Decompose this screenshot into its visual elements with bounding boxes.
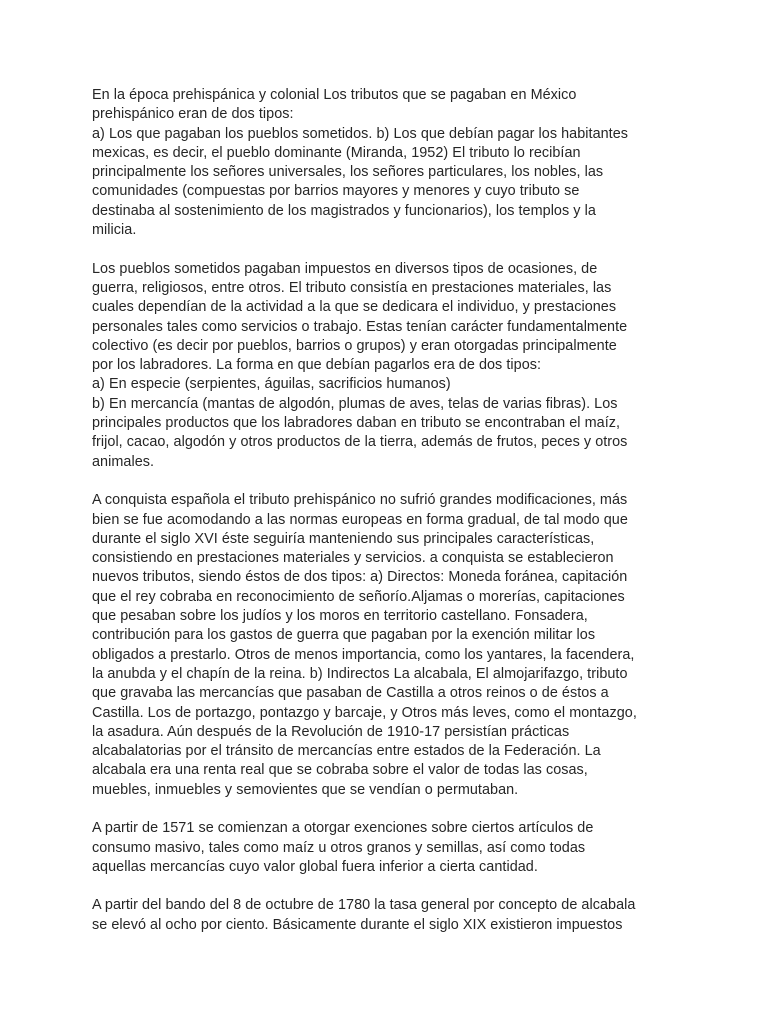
text-line: la asadura. Aún después de la Revolución de 1910-17 persistían prácticas bbox=[92, 723, 570, 740]
text-line: b) En mercancía (mantas de algodón, plumas de aves, telas de varias fibras). Los bbox=[92, 395, 618, 412]
text-line: personales tales como servicios o trabajo. Estas tenían carácter fundamentalmente bbox=[92, 318, 628, 335]
text-line: durante el siglo XVI éste seguiría manteniendo sus principales características, bbox=[92, 530, 595, 547]
text-line: guerra, religiosos, entre otros. El tributo consistía en prestaciones materiales, las bbox=[92, 279, 612, 296]
text-line: consumo masivo, tales como maíz u otros granos y semillas, así como todas bbox=[92, 839, 586, 856]
text-line: consistiendo en prestaciones materiales y servicios. a conquista se establecieron bbox=[92, 550, 614, 567]
text-line: a) En especie (serpientes, águilas, sacrificios humanos) bbox=[92, 376, 451, 393]
text-line: alcabalatorias por el tránsito de mercancías entre estados de la Federación. La bbox=[92, 743, 601, 760]
text-line: prehispánico eran de dos tipos: bbox=[92, 106, 294, 123]
text-line: frijol, cacao, algodón y otros productos de la tierra, además de frutos, peces y otros bbox=[92, 434, 628, 451]
text-line: principalmente los señores universales, los señores particulares, los nobles, las bbox=[92, 164, 604, 181]
text-line: cuales dependían de la actividad a la que se dedicara el individuo, y prestaciones bbox=[92, 299, 617, 316]
text-line: nuevos tributos, siendo éstos de dos tipos: a) Directos: Moneda foránea, capitación bbox=[92, 569, 628, 586]
paragraph bbox=[92, 491, 672, 800]
text-line: que gravaba las mercancías que pasaban de Castilla a otros reinos o de éstos a bbox=[92, 685, 609, 702]
text-line: milicia. bbox=[92, 222, 137, 239]
text-line: obligados a prestarlo. Otros de menos importancia, como los yantares, la facendera, bbox=[92, 646, 635, 663]
text-line: En la época prehispánica y colonial Los tributos que se pagaban en México bbox=[92, 87, 577, 103]
text-line: se elevó al ocho por ciento. Básicamente durante el siglo XIX existieron impuestos bbox=[92, 916, 623, 933]
text-line: bien se fue acomodando a las normas europeas en forma gradual, de tal modo que bbox=[92, 511, 628, 528]
text-line: A conquista española el tributo prehispánico no sufrió grandes modificaciones, más bbox=[92, 492, 628, 509]
paragraph bbox=[92, 819, 672, 877]
paragraph bbox=[92, 260, 672, 472]
text-line: a) Los que pagaban los pueblos sometidos. b) Los que debían pagar los habitantes bbox=[92, 125, 629, 142]
text-line: contribución para los gastos de guerra que pagaban por la exención militar los bbox=[92, 627, 596, 644]
text-line: Los pueblos sometidos pagaban impuestos en diversos tipos de ocasiones, de bbox=[92, 260, 598, 277]
text-line: por los labradores. La forma en que debían pagarlos era de dos tipos: bbox=[92, 357, 542, 374]
text-line: muebles, inmuebles y semovientes que se vendían o permutaban. bbox=[92, 781, 519, 798]
text-line: colectivo (es decir por pueblos, barrios o grupos) y eran otorgadas principalmente bbox=[92, 337, 617, 354]
text-line: que pesaban sobre los judíos y los moros en territorio castellano. Fonsadera, bbox=[92, 608, 588, 625]
text-line: que el rey cobraba en reconocimiento de señorío.Aljamas o morerías, capitaciones bbox=[92, 588, 625, 605]
text-line: principales productos que los labradores daban en tributo se encontraban el maíz, bbox=[92, 415, 621, 432]
document-body bbox=[92, 86, 672, 954]
text-line: animales. bbox=[92, 453, 155, 470]
paragraph bbox=[92, 86, 672, 240]
text-line: A partir de 1571 se comienzan a otorgar exenciones sobre ciertos artículos de bbox=[92, 820, 594, 837]
text-line: Castilla. Los de portazgo, pontazgo y barcaje, y Otros más leves, como el montazgo, bbox=[92, 704, 637, 721]
text-line: comunidades (compuestas por barrios mayores y menores y cuyo tributo se bbox=[92, 183, 580, 200]
text-line: A partir del bando del 8 de octubre de 1780 la tasa general por concepto de alcabala bbox=[92, 897, 636, 914]
text-line: alcabala era una renta real que se cobraba sobre el valor de todas las cosas, bbox=[92, 762, 588, 779]
text-line: la anubda y el chapín de la reina. b) Indirectos La alcabala, El almojarifazgo, tributo bbox=[92, 665, 628, 682]
text-line: mexicas, es decir, el pueblo dominante (Miranda, 1952) El tributo lo recibían bbox=[92, 144, 581, 161]
text-line: destinaba al sostenimiento de los magistrados y funcionarios), los templos y la bbox=[92, 202, 596, 219]
text-line: aquellas mercancías cuyo valor global fuera inferior a cierta cantidad. bbox=[92, 858, 538, 875]
paragraph bbox=[92, 896, 672, 935]
